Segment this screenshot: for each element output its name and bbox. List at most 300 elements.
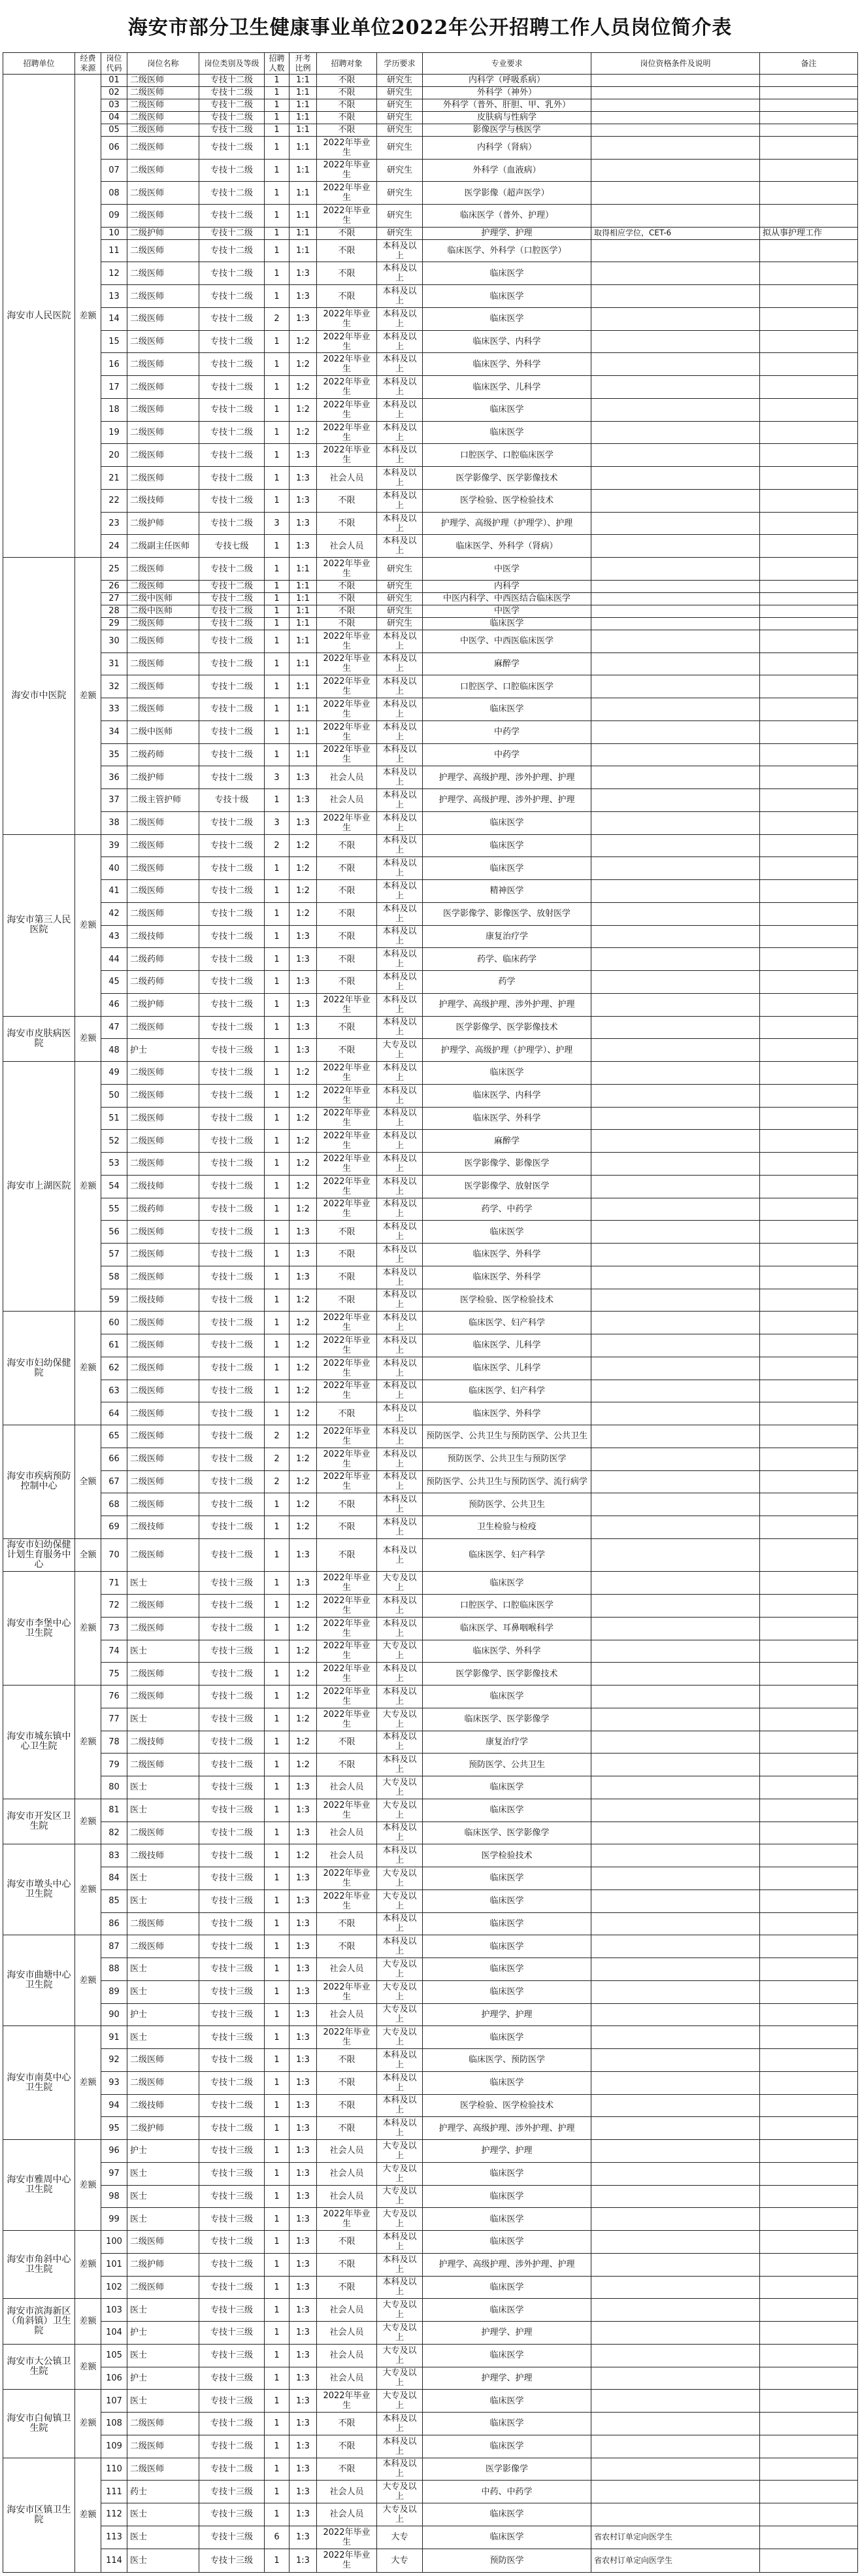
table-row (3, 720, 858, 743)
job-target: 不限 (317, 1289, 377, 1312)
table-row (3, 2253, 858, 2276)
table-row (3, 205, 858, 228)
job-count: 1 (265, 652, 289, 675)
job-remark (760, 2413, 858, 2435)
job-qualification (591, 580, 760, 592)
job-qualification (591, 2071, 760, 2094)
job-code: 34 (101, 720, 127, 743)
job-remark (760, 743, 858, 766)
job-code: 55 (101, 1198, 127, 1221)
job-education: 大专及以上 (377, 2390, 423, 2413)
job-position: 二级医师 (127, 444, 199, 467)
job-remark (760, 239, 858, 262)
table-row (3, 2026, 858, 2049)
job-remark (760, 489, 858, 512)
job-remark (760, 2049, 858, 2072)
job-education: 研究生 (377, 75, 423, 87)
job-position: 二级医师 (127, 1493, 199, 1516)
table-row (3, 880, 858, 903)
job-count: 2 (265, 834, 289, 857)
table-row (3, 2526, 858, 2549)
job-code: 70 (101, 1538, 127, 1572)
job-ratio: 1:3 (289, 262, 317, 285)
job-target: 2022年毕业生 (317, 1130, 377, 1153)
job-grade: 专技十二级 (199, 353, 265, 376)
page-title: 海安市部分卫生健康事业单位2022年公开招聘工作人员岗位简介表 (127, 16, 733, 39)
job-qualification (591, 971, 760, 994)
job-ratio: 1:3 (289, 971, 317, 994)
job-position: 二级医师 (127, 834, 199, 857)
job-position: 二级医师 (127, 902, 199, 925)
job-education: 本科及以上 (377, 1062, 423, 1085)
job-remark (760, 652, 858, 675)
job-remark (760, 630, 858, 652)
funding-cell: 差额 (75, 1686, 101, 1799)
job-grade: 专技十二级 (199, 2094, 265, 2117)
job-position: 二级技师 (127, 1844, 199, 1867)
table-row (3, 1776, 858, 1799)
job-count: 1 (265, 857, 289, 880)
table-row (3, 75, 858, 87)
table-row (3, 1516, 858, 1539)
job-qualification (591, 1470, 760, 1493)
job-grade: 专技十二级 (199, 1130, 265, 1153)
job-major: 护理学、护理 (423, 2367, 591, 2390)
job-qualification (591, 262, 760, 285)
job-ratio: 1:2 (289, 1380, 317, 1402)
job-grade: 专技十二级 (199, 580, 265, 592)
job-count: 1 (265, 1890, 289, 1912)
job-target: 2022年毕业生 (317, 307, 377, 330)
job-grade: 专技十二级 (199, 1470, 265, 1493)
job-remark (760, 1844, 858, 1867)
job-ratio: 1:3 (289, 811, 317, 834)
job-major: 临床医学、儿科学 (423, 1357, 591, 1380)
job-education: 本科及以上 (377, 2231, 423, 2254)
job-qualification (591, 1221, 760, 1244)
table-row (3, 2117, 858, 2140)
job-position: 二级技师 (127, 1516, 199, 1539)
job-count: 2 (265, 1470, 289, 1493)
job-grade: 专技十二级 (199, 227, 265, 239)
job-major: 临床医学、妇产科学 (423, 1380, 591, 1402)
job-count: 1 (265, 1686, 289, 1708)
job-ratio: 1:2 (289, 353, 317, 376)
job-qualification (591, 1935, 760, 1958)
job-major: 临床医学、外科学 (423, 1107, 591, 1130)
col-header-unit: 招聘单位 (3, 53, 75, 75)
job-target: 社会人员 (317, 2481, 377, 2503)
job-ratio: 1:2 (289, 1175, 317, 1198)
job-target: 不限 (317, 580, 377, 592)
job-position: 二级医师 (127, 307, 199, 330)
job-remark (760, 675, 858, 698)
job-remark (760, 1062, 858, 1085)
job-code: 50 (101, 1084, 127, 1107)
job-major: 康复治疗学 (423, 925, 591, 948)
job-education: 本科及以上 (377, 1312, 423, 1334)
job-qualification (591, 2185, 760, 2208)
job-education: 本科及以上 (377, 1130, 423, 1153)
job-remark (760, 1266, 858, 1289)
job-ratio: 1:3 (289, 1266, 317, 1289)
job-position: 二级护师 (127, 2253, 199, 2276)
job-remark (760, 1312, 858, 1334)
job-target: 不限 (317, 2231, 377, 2254)
job-qualification (591, 136, 760, 159)
job-remark (760, 136, 858, 159)
job-education: 本科及以上 (377, 857, 423, 880)
job-position: 二级医师 (127, 558, 199, 581)
job-qualification (591, 307, 760, 330)
col-header-target: 招聘对象 (317, 53, 377, 75)
job-grade: 专技十二级 (199, 592, 265, 605)
job-count: 1 (265, 2458, 289, 2481)
job-grade: 专技十二级 (199, 1493, 265, 1516)
table-row (3, 1016, 858, 1039)
job-remark (760, 1754, 858, 1776)
table-row (3, 398, 858, 421)
job-education: 本科及以上 (377, 535, 423, 558)
job-major: 医学影像学 (423, 2458, 591, 2481)
job-ratio: 1:2 (289, 1470, 317, 1493)
job-ratio: 1:1 (289, 558, 317, 581)
job-grade: 专技十三级 (199, 2367, 265, 2390)
job-remark (760, 124, 858, 136)
job-target: 2022年毕业生 (317, 182, 377, 205)
job-target: 2022年毕业生 (317, 444, 377, 467)
job-ratio: 1:2 (289, 1640, 317, 1663)
job-ratio: 1:3 (289, 2435, 317, 2458)
job-major: 临床医学 (423, 398, 591, 421)
job-code: 98 (101, 2185, 127, 2208)
job-count: 1 (265, 136, 289, 159)
job-code: 47 (101, 1016, 127, 1039)
col-header-major: 专业要求 (423, 53, 591, 75)
funding-cell: 差额 (75, 1016, 101, 1062)
table-row (3, 111, 858, 124)
job-education: 本科及以上 (377, 444, 423, 467)
unit-name-cell: 海安市墩头中心卫生院 (3, 1844, 75, 1935)
job-major: 预防医学、公共卫生与预防医学 (423, 1448, 591, 1470)
job-qualification (591, 1572, 760, 1595)
job-position: 二级医师 (127, 1402, 199, 1425)
job-education: 本科及以上 (377, 376, 423, 399)
unit-name-cell: 海安市开发区卫生院 (3, 1799, 75, 1844)
job-count: 1 (265, 376, 289, 399)
job-education: 本科及以上 (377, 834, 423, 857)
job-count: 6 (265, 2526, 289, 2549)
col-header-grade: 岗位类别及等级 (199, 53, 265, 75)
job-target: 不限 (317, 1402, 377, 1425)
col-header-qualification: 岗位资格条件及说明 (591, 53, 760, 75)
job-count: 1 (265, 353, 289, 376)
job-major: 护理学、护理 (423, 2003, 591, 2026)
job-position: 医士 (127, 1799, 199, 1822)
job-position: 医士 (127, 1867, 199, 1890)
job-target: 不限 (317, 1516, 377, 1539)
job-code: 29 (101, 617, 127, 630)
job-remark (760, 857, 858, 880)
table-row (3, 512, 858, 535)
job-count: 1 (265, 1198, 289, 1221)
job-position: 二级医师 (127, 75, 199, 87)
job-position: 二级医师 (127, 617, 199, 630)
job-target: 不限 (317, 239, 377, 262)
job-education: 本科及以上 (377, 421, 423, 444)
job-count: 1 (265, 330, 289, 353)
job-count: 1 (265, 421, 289, 444)
job-code: 11 (101, 239, 127, 262)
job-target: 不限 (317, 2413, 377, 2435)
job-major: 临床医学 (423, 2299, 591, 2322)
job-remark (760, 2208, 858, 2231)
job-count: 1 (265, 205, 289, 228)
job-count: 1 (265, 2117, 289, 2140)
job-ratio: 1:2 (289, 1493, 317, 1516)
job-code: 90 (101, 2003, 127, 2026)
job-qualification (591, 948, 760, 971)
job-grade: 专技十二级 (199, 262, 265, 285)
job-grade: 专技十二级 (199, 512, 265, 535)
table-row (3, 307, 858, 330)
job-count: 1 (265, 1912, 289, 1935)
job-grade: 专技十二级 (199, 1425, 265, 1448)
job-qualification: 省农村订单定向医学生 (591, 2549, 760, 2572)
job-major: 临床医学 (423, 262, 591, 285)
job-count: 1 (265, 1380, 289, 1402)
unit-name-cell: 海安市白甸镇卫生院 (3, 2390, 75, 2458)
job-major: 护理学、高级护理、涉外护理、护理 (423, 993, 591, 1016)
job-major: 护理学、高级护理、涉外护理、护理 (423, 766, 591, 789)
job-position: 医士 (127, 2208, 199, 2231)
job-ratio: 1:2 (289, 1731, 317, 1754)
job-ratio: 1:3 (289, 2526, 317, 2549)
job-target: 2022年毕业生 (317, 1380, 377, 1402)
job-count: 1 (265, 1289, 289, 1312)
job-count: 1 (265, 2185, 289, 2208)
job-education: 本科及以上 (377, 1935, 423, 1958)
job-education: 本科及以上 (377, 1844, 423, 1867)
job-ratio: 1:2 (289, 902, 317, 925)
job-major: 医学检验、医学检验技术 (423, 1289, 591, 1312)
job-major: 临床医学、医学影像学 (423, 1708, 591, 1731)
job-ratio: 1:1 (289, 86, 317, 99)
job-count: 1 (265, 227, 289, 239)
job-ratio: 1:2 (289, 1130, 317, 1153)
job-target: 不限 (317, 1039, 377, 1062)
job-count: 1 (265, 489, 289, 512)
job-grade: 专技十二级 (199, 1822, 265, 1844)
job-remark (760, 605, 858, 617)
job-position: 二级医师 (127, 698, 199, 721)
job-major: 临床医学、内科学 (423, 1084, 591, 1107)
job-count: 1 (265, 398, 289, 421)
job-qualification (591, 720, 760, 743)
table-row (3, 630, 858, 652)
job-position: 二级医师 (127, 1822, 199, 1844)
job-ratio: 1:2 (289, 1754, 317, 1776)
job-qualification (591, 1153, 760, 1176)
job-remark (760, 398, 858, 421)
job-count: 1 (265, 2435, 289, 2458)
job-count: 1 (265, 1266, 289, 1289)
job-education: 本科及以上 (377, 1470, 423, 1493)
job-major: 临床医学 (423, 811, 591, 834)
job-education: 本科及以上 (377, 880, 423, 903)
job-qualification (591, 1084, 760, 1107)
job-count: 1 (265, 1016, 289, 1039)
job-position: 医士 (127, 2390, 199, 2413)
job-count: 1 (265, 1822, 289, 1844)
job-major: 临床医学、外科学 (423, 1402, 591, 1425)
job-ratio: 1:2 (289, 376, 317, 399)
job-target: 社会人员 (317, 2003, 377, 2026)
job-position: 二级医师 (127, 1617, 199, 1640)
job-grade: 专技十二级 (199, 376, 265, 399)
job-remark (760, 2276, 858, 2299)
job-code: 99 (101, 2208, 127, 2231)
job-ratio: 1:3 (289, 2344, 317, 2367)
job-ratio: 1:3 (289, 1822, 317, 1844)
job-code: 88 (101, 1958, 127, 1981)
job-qualification (591, 124, 760, 136)
table-row (3, 99, 858, 111)
job-target: 不限 (317, 2117, 377, 2140)
job-target: 2022年毕业生 (317, 1686, 377, 1708)
table-row (3, 1425, 858, 1448)
job-count: 1 (265, 1221, 289, 1244)
job-code: 89 (101, 1980, 127, 2003)
funding-cell: 差额 (75, 1799, 101, 1844)
job-qualification (591, 2322, 760, 2345)
job-position: 二级医师 (127, 1686, 199, 1708)
job-position: 医士 (127, 1958, 199, 1981)
job-count: 1 (265, 1084, 289, 1107)
table-row (3, 1470, 858, 1493)
col-header-count: 招聘人数 (265, 53, 289, 75)
job-major: 临床医学 (423, 2390, 591, 2413)
table-body (3, 75, 858, 2573)
job-education: 研究生 (377, 99, 423, 111)
job-code: 22 (101, 489, 127, 512)
job-remark (760, 2231, 858, 2254)
job-count: 3 (265, 811, 289, 834)
job-qualification (591, 1062, 760, 1085)
job-qualification (591, 1617, 760, 1640)
table-row (3, 2094, 858, 2117)
job-code: 60 (101, 1312, 127, 1334)
job-major: 临床医学 (423, 857, 591, 880)
job-code: 114 (101, 2549, 127, 2572)
job-grade: 专技十二级 (199, 330, 265, 353)
table-row (3, 743, 858, 766)
job-education: 本科及以上 (377, 743, 423, 766)
job-qualification (591, 1958, 760, 1981)
job-target: 社会人员 (317, 2344, 377, 2367)
job-ratio: 1:2 (289, 1663, 317, 1686)
job-qualification (591, 1493, 760, 1516)
job-position: 护士 (127, 2140, 199, 2163)
job-education: 本科及以上 (377, 2276, 423, 2299)
table-row (3, 353, 858, 376)
job-code: 03 (101, 99, 127, 111)
job-target: 不限 (317, 512, 377, 535)
job-count: 1 (265, 1039, 289, 1062)
job-major: 临床医学 (423, 2185, 591, 2208)
job-ratio: 1:2 (289, 1595, 317, 1618)
job-education: 本科及以上 (377, 2071, 423, 2094)
table-row (3, 159, 858, 182)
job-qualification (591, 766, 760, 789)
job-grade: 专技十二级 (199, 857, 265, 880)
job-code: 36 (101, 766, 127, 789)
col-header-funding: 经费来源 (75, 53, 101, 75)
job-remark (760, 2117, 858, 2140)
job-ratio: 1:3 (289, 2185, 317, 2208)
job-target: 2022年毕业生 (317, 1663, 377, 1686)
job-code: 75 (101, 1663, 127, 1686)
job-target: 不限 (317, 902, 377, 925)
job-major: 临床医学 (423, 2276, 591, 2299)
job-education: 本科及以上 (377, 1754, 423, 1776)
job-education: 本科及以上 (377, 467, 423, 490)
unit-name-cell: 海安市皮肤病医院 (3, 1016, 75, 1062)
job-count: 1 (265, 2322, 289, 2345)
job-grade: 专技十三级 (199, 1572, 265, 1595)
job-major: 临床医学 (423, 1686, 591, 1708)
job-grade: 专技十三级 (199, 2344, 265, 2367)
job-education: 本科及以上 (377, 1244, 423, 1266)
job-position: 二级医师 (127, 205, 199, 228)
job-grade: 专技十二级 (199, 1402, 265, 1425)
job-position: 二级医师 (127, 285, 199, 308)
job-target: 2022年毕业生 (317, 1617, 377, 1640)
job-ratio: 1:3 (289, 1221, 317, 1244)
job-qualification (591, 1867, 760, 1890)
job-remark (760, 1708, 858, 1731)
job-target: 社会人员 (317, 467, 377, 490)
table-row (3, 535, 858, 558)
job-count: 1 (265, 789, 289, 812)
table-row (3, 444, 858, 467)
job-major: 中医学 (423, 605, 591, 617)
job-count: 1 (265, 1244, 289, 1266)
job-grade: 专技十二级 (199, 2413, 265, 2435)
job-grade: 专技十二级 (199, 1380, 265, 1402)
job-code: 92 (101, 2049, 127, 2072)
job-target: 2022年毕业生 (317, 1084, 377, 1107)
job-major: 临床医学 (423, 1799, 591, 1822)
job-target: 不限 (317, 971, 377, 994)
job-target: 不限 (317, 948, 377, 971)
unit-name-cell: 海安市曲塘中心卫生院 (3, 1935, 75, 2026)
job-education: 大专及以上 (377, 1039, 423, 1062)
job-code: 94 (101, 2094, 127, 2117)
job-major: 皮肤病与性病学 (423, 111, 591, 124)
job-position: 二级医师 (127, 376, 199, 399)
job-remark (760, 444, 858, 467)
job-position: 二级技师 (127, 489, 199, 512)
job-qualification (591, 925, 760, 948)
job-grade: 专技十三级 (199, 1890, 265, 1912)
job-count: 1 (265, 558, 289, 581)
job-count: 1 (265, 75, 289, 87)
table-row (3, 2503, 858, 2526)
job-code: 54 (101, 1175, 127, 1198)
job-remark (760, 1867, 858, 1890)
job-code: 33 (101, 698, 127, 721)
